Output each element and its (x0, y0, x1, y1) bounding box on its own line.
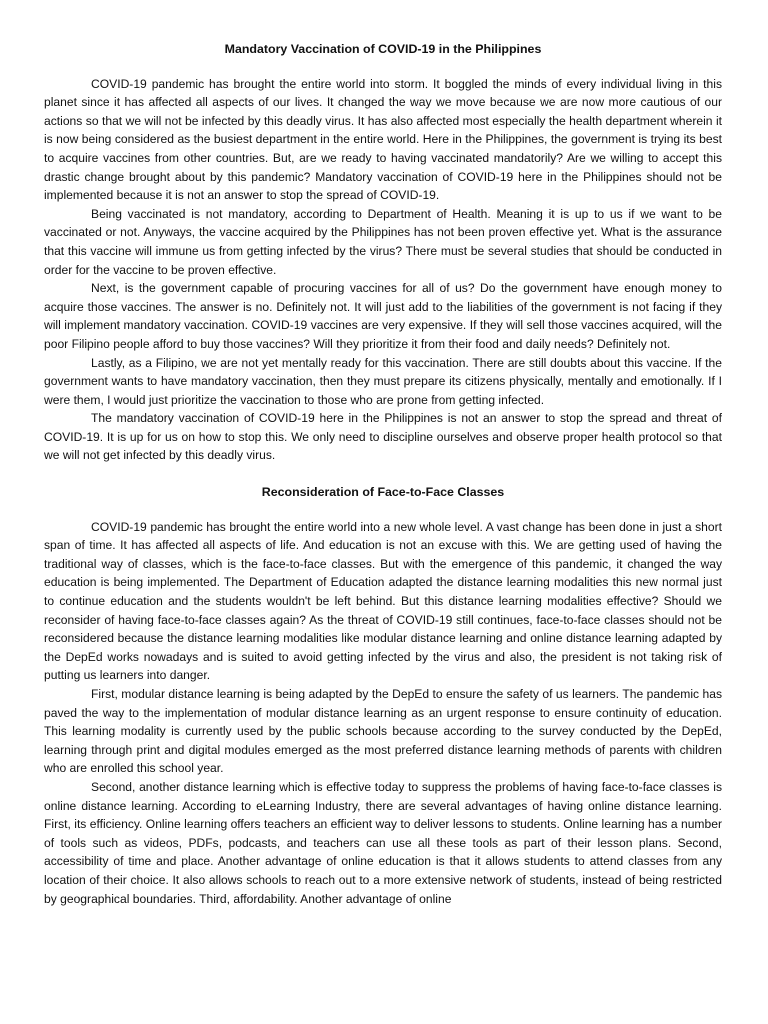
essay-1-title: Mandatory Vaccination of COVID-19 in the Philippines (224, 42, 542, 56)
essay-2-paragraph-1: COVID-19 pandemic has brought the entire world into a new whole level. A vast change has been done in just a short span of time. It has affected all aspects of life. And education is not an excuse with this. We are getting used of having the traditional way of classes, which is the face-to-face classes. But with the emergence of this pandemic, it changed the way education is being implemented. The Department of Education adapted the distance learning modalities this new normal just to continue education and the students wouldn't be left behind. But this distance learning modalities effective? Should we reconsider of having face-to-face classes again? As the threat of COVID-19 still continues, face-to-face classes should not be reconsidered because the distance learning modalities like modular distance learning and online distance learning adapted by the DepEd works nowadays and is suited to avoid getting infected by the virus and also, the president is not taking risk of putting us learners into danger. (44, 519, 722, 683)
essay-1-paragraph-1: COVID-19 pandemic has brought the entire world into storm. It boggled the minds of every individual living in this planet since it has affected all aspects of our lives. It changed the way we move because we are now more cautious of our actions so that we will not be infected by this deadly virus. It has also affected most especially the health department wherein it is now being considered as the busiest department in the entire world. Here in the Philippines, the government is trying its best to acquire vaccines from other countries. But, are we ready to having vaccinated mandatorily? Are we willing to accept this drastic change brought about by this pandemic? Mandatory vaccination of COVID-19 here in the Philippines should not be implemented because it is not an answer to stop the spread of COVID-19. (44, 76, 722, 203)
essay-1-paragraph-3: Next, is the government capable of procuring vaccines for all of us? Do the government have enough money to acquire those vaccines. The answer is no. Definitely not. It will just add to the liabilities of the government is not facing if they will implement mandatory vaccination. COVID-19 vaccines are very expensive. If they will sell those vaccines acquired, will the poor Filipino people afford to buy those vaccines? Will they prioritize it from their food and daily needs? Definitely not. (44, 281, 722, 351)
document-body (44, 40, 722, 908)
essay-2-title: Reconsideration of Face-to-Face Classes (261, 485, 505, 500)
essay-1-paragraph-2: Being vaccinated is not mandatory, according to Department of Health. Meaning it is up to us if we want to be vaccinated or not. Anyways, the vaccine acquired by the Philippines has not been proven effective yet. What is the assurance that this vaccine will immune us from getting infected by the virus? There must be several studies that should be conducted in order for the vaccine to be proven effective. (44, 206, 722, 277)
essay-1-paragraph-5: The mandatory vaccination of COVID-19 here in the Philippines is not an answer to stop the spread and threat of COVID-19. It is up for us on how to stop this. We only need to discipline ourselves and observe proper health protocol so that we will not get infected by this deadly virus. (44, 411, 722, 463)
essay-1-paragraph-4: Lastly, as a Filipino, we are not yet mentally ready for this vaccination. There are still doubts about this vaccine. If the government wants to have mandatory vaccination, then they must prepare its citizens physically, mentally and emotionally. If I were them, I would just prioritize the vaccination to those who are prone from getting infected. (44, 355, 722, 407)
essay-2-paragraph-2: First, modular distance learning is being adapted by the DepEd to ensure the safety of us learners. The pandemic has paved the way to the implementation of modular distance learning as an urgent response to ensure continuity of education. This learning modality is currently used by the public schools because according to the survey conducted by the DepEd, learning through print and digital modules emerged as the most preferred distance learning methods of parents with children who are enrolled this school year. (44, 687, 722, 776)
essay-2-paragraph-3: Second, another distance learning which is effective today to suppress the problems of having face-to-face classes is online distance learning. According to eLearning Industry, there are several advantages of having online distance learning. First, its efficiency. Online learning offers teachers an efficient way to deliver lessons to students. Online learning has a number of tools such as videos, PDFs, podcasts, and teachers can use all these tools as part of their lesson plans. Second, accessibility of time and place. Another advantage of online education is that it allows students to attend classes from any location of their choice. It also allows schools to reach out to a more extensive network of students, instead of being restricted by geographical boundaries. Third, affordability. Another advantage of online (44, 779, 722, 906)
